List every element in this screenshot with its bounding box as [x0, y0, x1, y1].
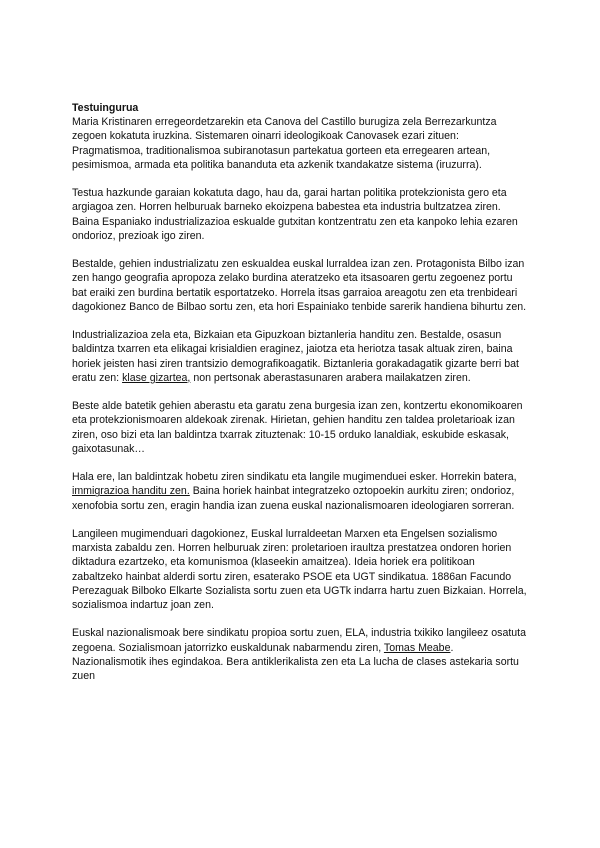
- paragraph-text: Industrializazioa zela eta, Bizkaian eta Gipuzkoan biztanleria handitu zen. Bestalde, osasun baldintza txarren eta elikagai krisialdien eraginez, jaiotza eta heriotza tasak altuak ziren, baina horiek jeisten hasi ziren trantsizio demografikoagatik. Biztanleria gorakadagatik gizarte berri bat eratu zen:: [72, 329, 519, 384]
- paragraph-text: Hala ere, lan baldintzak hobetu ziren sindikatu eta langile mugimenduei esker. Horrekin batera,: [72, 471, 517, 484]
- underlined-text: Tomas Meabe: [383, 641, 451, 654]
- paragraph: [72, 328, 528, 385]
- paragraph-list: [72, 115, 528, 683]
- paragraph: [72, 626, 528, 683]
- paragraph-text: Bestalde, gehien industrializatu zen eskualdea euskal lurraldea izan zen. Protagonista Bilbo izan zen hango geografia apropoza zelako burdina ateratzeko eta itsasoaren gertu zegoenez portu bat eraiki zen burdina bertatik esportatzeko. Horrela itsas garraioa areagotu zen eta trenbideari dagokionez Banco de Bilbao sortu zen, eta hori Espainiako tenbide sarerik handiena bihurtu zen.: [72, 258, 527, 313]
- paragraph-text: Euskal nazionalismoak bere sindikatu propioa sortu zuen, ELA, industria txikiko langileez osatuta zegoena. Sozialismoan jatorrizko euskaldunak nabarmendu ziren,: [72, 627, 527, 654]
- paragraph: [72, 527, 528, 612]
- paragraph: [72, 470, 528, 513]
- document-body: [72, 101, 528, 697]
- paragraph-text: Testua hazkunde garaian kokatuta dago, hau da, garai hartan politika protekzionista gero eta argiagoa zen. Horren helburuak barneko ekoizpena babestea eta industria bultzatzea ziren. Baina Espaniako industrializazioa eskualde gutxitan kontzentratu zen eta kanpoko lehia ezaren ondorioz, prezioak igo ziren.: [72, 187, 518, 242]
- paragraph: [72, 399, 528, 456]
- paragraph: [72, 115, 528, 172]
- paragraph-text: . Nazionalismotik ihes egindakoa. Bera antiklerikalista zen eta La lucha de clases astekaria sortu zuen: [72, 641, 519, 683]
- paragraph-text: non pertsonak aberastasunaren arabera mailakatzen ziren.: [190, 371, 471, 384]
- paragraph-text: Beste alde batetik gehien aberastu eta garatu zena burgesia izan zen, kontzertu ekonomikoaren eta protekzionismoaren aldekoak zirenak. Hirietan, gehien handitu zen taldea proletarioak izan ziren, oso bizi eta lan baldintza txarrak zituztenak: 10-15 orduko lanaldiak, eskubide eskasak, gaixotasunak…: [72, 400, 523, 455]
- paragraph-text: Langileen mugimenduari dagokionez, Euskal lurraldeetan Marxen eta Engelsen sozialismo marxista zabaldu zen. Horren helburuak ziren: proletarioen iraultza prestatzea ondoren horien diktadura ezartzeko, eta komunismoa (klaseekin amaitzea). Ideia horiek era politikoan zabaltzeko hainbat alderdi sortu ziren, esaterako PSOE eta UGT sindikatua. 1886an Facundo Perezaguak Bilboko Elkarte Sozialista sortu zuen eta UGTk indarra hartu zuen Bizkaian. Horrela, sozialismoa indartuz joan zen.: [72, 528, 527, 612]
- paragraph-text: Baina horiek hainbat integratzeko oztopoekin aurkitu ziren; ondorioz, xenofobia sortu zen, eragin handia izan zuena euskal nazionalismoaren ideologiaren sorreran.: [72, 485, 515, 512]
- underlined-text: immigrazioa handitu zen.: [72, 485, 190, 498]
- document-title: Testuingurua: [72, 102, 139, 114]
- paragraph-text: Maria Kristinaren erregeordetzarekin eta Canova del Castillo burugiza zela Berrezarkuntza zegoen kokatuta iruzkina. Sistemaren oinarri ideologikoak Canovasek ezari zituen: Pragmatismoa, traditionalismoa subiranotasun partekatua gorteen eta erregearen artean, pesimismoa, armada eta politika bananduta eta azkenik txandakatze sistema (iruzurra).: [72, 116, 497, 171]
- underlined-text: klase gizartea,: [122, 371, 191, 384]
- paragraph: [72, 257, 528, 314]
- paragraph: [72, 186, 528, 243]
